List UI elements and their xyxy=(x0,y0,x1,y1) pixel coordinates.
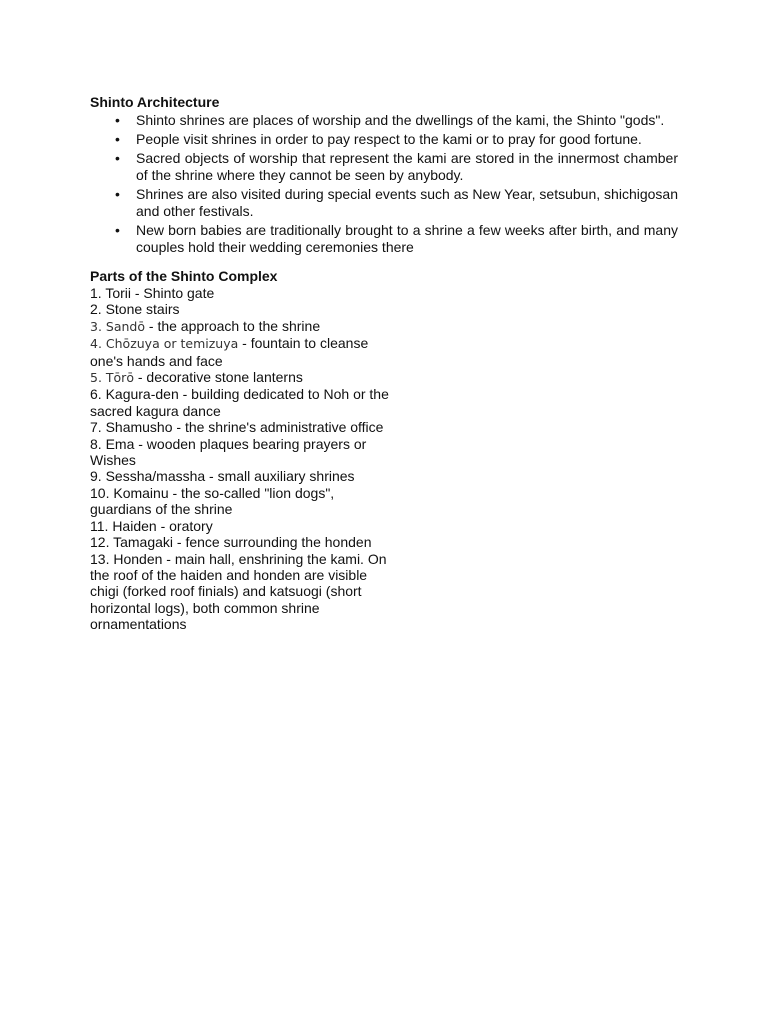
part-desc: - main hall, enshrining the kami. On the roof of the haiden and honden are visible chigi (forked roof finials) and katsuogi (short horizontal logs), both common shrine ornamentations xyxy=(90,550,387,633)
part-item xyxy=(90,468,390,484)
part-item xyxy=(90,551,390,633)
bullet-dot-icon: • xyxy=(115,186,120,202)
part-term: 12. Tamagaki xyxy=(90,534,174,551)
part-item xyxy=(90,419,390,435)
bullet-text: Shinto shrines are places of worship and the dwellings of the kami, the Shinto "gods". xyxy=(136,112,665,128)
bullet-text: New born babies are traditionally brought to a shrine a few weeks after birth, and many couples hold their wedding ceremonies there xyxy=(136,222,678,255)
bullet-text: People visit shrines in order to pay respect to the kami or to pray for good fortune. xyxy=(136,131,642,147)
part-desc: - small auxiliary shrines xyxy=(205,468,355,485)
bullet-text: Shrines are also visited during special events such as New Year, setsubun, shichigosan and other festivals. xyxy=(136,186,678,219)
part-term: 11. Haiden xyxy=(90,517,157,534)
part-item xyxy=(90,386,390,419)
part-term: 13. Honden xyxy=(90,550,163,567)
part-term: 7. Shamusho xyxy=(90,419,173,436)
bullet-dot-icon: • xyxy=(115,150,120,166)
architecture-bullet-list xyxy=(115,112,678,258)
part-desc: - decorative stone lanterns xyxy=(133,369,303,386)
bullet-dot-icon: • xyxy=(115,222,120,238)
part-desc: - the shrine's administrative office xyxy=(172,419,384,436)
part-item xyxy=(90,335,390,369)
section-title-parts: Parts of the Shinto Complex xyxy=(90,268,278,284)
part-item xyxy=(90,485,390,518)
part-term: 10. Komainu xyxy=(90,484,169,501)
part-item xyxy=(90,436,390,469)
part-term: 1. Torii xyxy=(90,285,131,301)
bullet-item xyxy=(115,222,678,256)
parts-list xyxy=(90,285,390,633)
part-desc: - wooden plaques bearing prayers or Wishes xyxy=(90,435,367,469)
part-term: 6. Kagura-den xyxy=(90,386,179,403)
bullet-dot-icon: • xyxy=(115,131,120,147)
part-desc: - building dedicated to Noh or the sacred kagura dance xyxy=(90,386,389,419)
part-item xyxy=(90,318,390,335)
part-term: 9. Sessha/massha xyxy=(90,468,206,485)
part-term: 3. Sandō xyxy=(90,318,145,334)
bullet-item xyxy=(115,186,678,220)
bullet-item xyxy=(115,112,678,129)
part-desc: - fountain to cleanse one's hands and face xyxy=(90,335,369,369)
part-item xyxy=(90,534,390,550)
part-term: 8. Ema xyxy=(90,435,135,452)
part-item xyxy=(90,518,390,534)
part-term: 5. Tōrō xyxy=(90,370,134,386)
bullet-dot-icon: • xyxy=(115,112,120,128)
part-desc: - Shinto gate xyxy=(130,285,215,301)
bullet-text: Sacred objects of worship that represent the kami are stored in the innermost chamber of the shrine where they cannot be seen by anybody. xyxy=(136,150,678,183)
part-desc: - the approach to the shrine xyxy=(145,317,321,334)
part-term: 4. Chōzuya or temizuya xyxy=(90,336,239,352)
section-title-architecture: Shinto Architecture xyxy=(90,94,220,110)
part-item xyxy=(90,369,390,386)
bullet-item xyxy=(115,150,678,184)
part-term: 2. Stone stairs xyxy=(90,301,180,318)
part-desc: - the so-called "lion dogs", guardians of the shrine xyxy=(90,484,335,518)
part-desc: - fence surrounding the honden xyxy=(173,534,372,551)
part-item xyxy=(90,301,390,317)
part-desc: - oratory xyxy=(156,517,213,534)
bullet-item xyxy=(115,131,678,148)
part-item xyxy=(90,285,390,301)
